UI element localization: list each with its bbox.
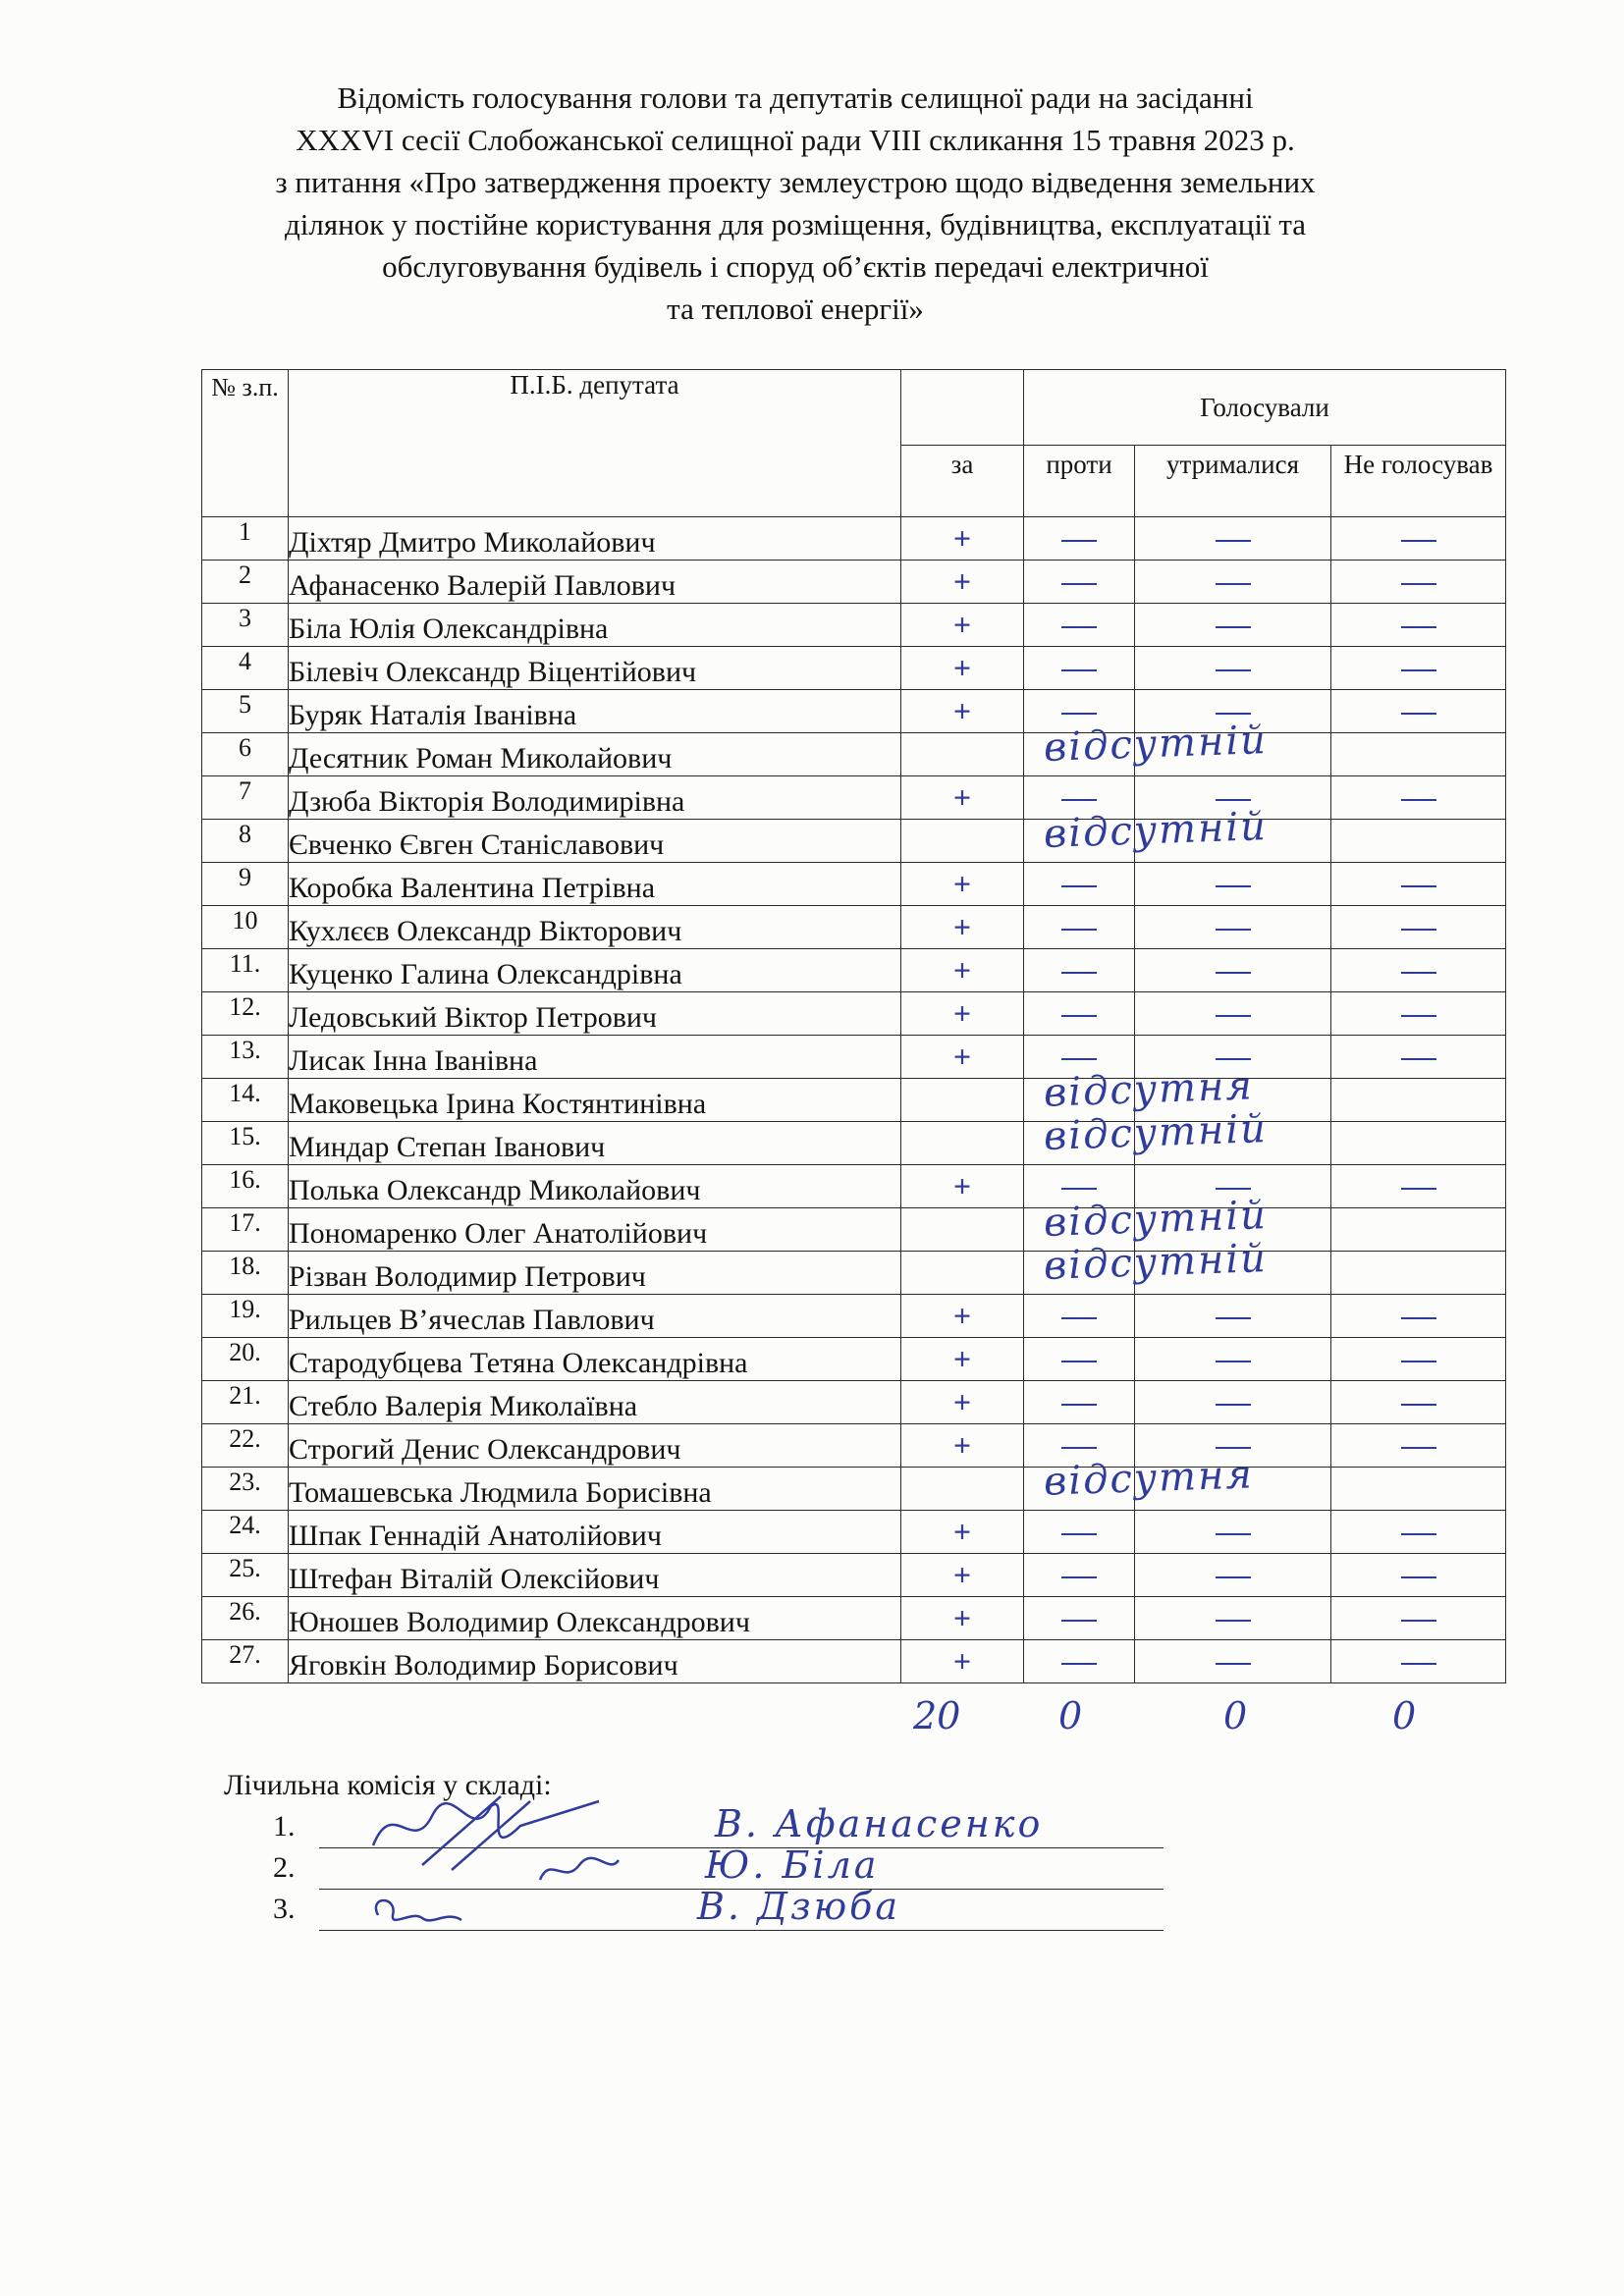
absent-note: відсутній: [1042, 1235, 1269, 1289]
dash-mark: [1216, 1015, 1251, 1017]
dash-mark: [1401, 540, 1436, 542]
vote-mark: +: [952, 995, 972, 1031]
vote-for-cell: [901, 1424, 1024, 1468]
voting-table-body: [202, 517, 1506, 1683]
row-number: 18.: [202, 1252, 289, 1295]
deputy-name: Яговкін Володимир Борисович: [289, 1640, 901, 1683]
vote-against-cell: [1024, 992, 1135, 1036]
deputy-name: Буряк Наталія Іванівна: [289, 690, 901, 733]
dash-mark: [1061, 626, 1097, 628]
vote-for-cell: [901, 1511, 1024, 1554]
vote-for-cell: [901, 1640, 1024, 1683]
dash-mark: [1216, 1361, 1251, 1362]
deputy-name: Строгий Денис Олександрович: [289, 1424, 901, 1468]
vote-not-voted-cell: [1331, 1554, 1506, 1597]
row-number: 4: [202, 647, 289, 690]
table-row: [202, 1252, 1506, 1295]
absent-note: відсутній: [1042, 717, 1269, 771]
dash-mark: [1061, 540, 1097, 542]
signature-scribble: [530, 1845, 628, 1895]
row-number: 5: [202, 690, 289, 733]
row-number: 19.: [202, 1295, 289, 1338]
dash-mark: [1061, 669, 1097, 671]
row-number: 13.: [202, 1036, 289, 1079]
commission-member-name: В. Дзюба: [697, 1885, 901, 1928]
row-number: 22.: [202, 1424, 289, 1468]
dash-mark: [1401, 1404, 1436, 1406]
row-number: 7: [202, 776, 289, 820]
vote-for-cell: [901, 604, 1024, 647]
title-line: з питання «Про затвердження проекту землеустрою щодо відведення земельних: [275, 165, 1316, 199]
table-row: [202, 1381, 1506, 1424]
dash-mark: [1061, 1188, 1097, 1190]
dash-mark: [1216, 1620, 1251, 1622]
table-row: [202, 604, 1506, 647]
dash-mark: [1216, 799, 1251, 801]
dash-mark: [1401, 1317, 1436, 1319]
table-row: [202, 1424, 1506, 1468]
deputy-name: Афанасенко Валерій Павлович: [289, 561, 901, 604]
vote-not-voted-cell: [1331, 906, 1506, 949]
dash-mark: [1216, 972, 1251, 974]
dash-mark: [1216, 885, 1251, 887]
row-number: 16.: [202, 1165, 289, 1208]
row-number: 12.: [202, 992, 289, 1036]
vote-against-cell: [1024, 647, 1135, 690]
dash-mark: [1216, 1447, 1251, 1449]
vote-for-cell: [901, 1468, 1024, 1511]
dash-mark: [1401, 1620, 1436, 1622]
dash-mark: [1061, 1058, 1097, 1060]
dash-mark: [1216, 1663, 1251, 1665]
vote-for-cell: [901, 690, 1024, 733]
vote-not-voted-cell: [1331, 604, 1506, 647]
vote-abstained-cell: [1135, 863, 1331, 906]
title-line: ділянок у постійне користування для розміщення, будівництва, експлуатації та: [284, 207, 1307, 241]
dash-mark: [1401, 1058, 1436, 1060]
row-number: 1: [202, 517, 289, 561]
voting-table: [201, 369, 1506, 1683]
vote-not-voted-cell: [1331, 1381, 1506, 1424]
table-row: [202, 561, 1506, 604]
table-row: [202, 1165, 1506, 1208]
dash-mark: [1401, 583, 1436, 585]
dash-mark: [1061, 799, 1097, 801]
vote-mark: +: [952, 1514, 972, 1549]
total-not-voted: 0: [1392, 1694, 1417, 1737]
vote-abstained-cell: [1135, 1597, 1331, 1640]
title-line: обслуговування будівель і споруд об’єктів передачі електричної: [382, 249, 1209, 284]
vote-for-cell: [901, 1381, 1024, 1424]
table-row: [202, 1640, 1506, 1683]
vote-mark: +: [952, 563, 972, 599]
dash-mark: [1401, 1576, 1436, 1578]
header-voted: Голосували: [1024, 370, 1506, 446]
vote-against-cell: [1024, 1640, 1135, 1683]
vote-for-cell: [901, 820, 1024, 863]
row-number: 17.: [202, 1208, 289, 1252]
deputy-name: Миндар Степан Іванович: [289, 1122, 901, 1165]
vote-not-voted-cell: [1331, 1036, 1506, 1079]
dash-mark: [1061, 1361, 1097, 1362]
deputy-name: Десятник Роман Миколайович: [289, 733, 901, 776]
vote-abstained-cell: [1135, 647, 1331, 690]
vote-mark: +: [952, 952, 972, 988]
total-for: 20: [913, 1694, 961, 1737]
row-number: 2: [202, 561, 289, 604]
dash-mark: [1216, 713, 1251, 715]
deputy-name: Томашевська Людмила Борисівна: [289, 1468, 901, 1511]
dash-mark: [1401, 1015, 1436, 1017]
vote-against-cell: [1024, 906, 1135, 949]
vote-mark: +: [952, 1039, 972, 1074]
table-row: [202, 690, 1506, 733]
vote-against-cell: [1024, 1597, 1135, 1640]
vote-against-cell: [1024, 1554, 1135, 1597]
dash-mark: [1216, 540, 1251, 542]
row-number: 25.: [202, 1554, 289, 1597]
vote-mark: +: [952, 1600, 972, 1635]
deputy-name: Полька Олександр Миколайович: [289, 1165, 901, 1208]
vote-mark: +: [952, 1168, 972, 1203]
table-row: [202, 1511, 1506, 1554]
vote-not-voted-cell: [1331, 1122, 1506, 1165]
dash-mark: [1061, 1533, 1097, 1535]
commission-heading: Лічильна комісія у складі:: [224, 1769, 552, 1801]
vote-not-voted-cell: [1331, 863, 1506, 906]
row-number: 6: [202, 733, 289, 776]
vote-for-cell: [901, 949, 1024, 992]
total-against: 0: [1058, 1694, 1083, 1737]
deputy-name: Різван Володимир Петрович: [289, 1252, 901, 1295]
dash-mark: [1061, 713, 1097, 715]
vote-for-cell: [901, 1597, 1024, 1640]
vote-for-cell: [901, 517, 1024, 561]
table-row: [202, 1036, 1506, 1079]
absent-note: відсутній: [1042, 1105, 1269, 1159]
title-line: та теплової енергії»: [667, 292, 924, 326]
vote-not-voted-cell: [1331, 949, 1506, 992]
total-abstained: 0: [1223, 1694, 1248, 1737]
table-row: [202, 1338, 1506, 1381]
vote-not-voted-cell: [1331, 820, 1506, 863]
header-for: за: [901, 446, 1024, 517]
document-title: [147, 77, 1443, 330]
vote-abstained-cell: [1135, 1554, 1331, 1597]
vote-for-cell: [901, 1338, 1024, 1381]
vote-for-cell: [901, 863, 1024, 906]
dash-mark: [1401, 1361, 1436, 1362]
vote-not-voted-cell: [1331, 690, 1506, 733]
commission-member-number: 2.: [273, 1851, 296, 1884]
table-row: [202, 1079, 1506, 1122]
vote-not-voted-cell: [1331, 1468, 1506, 1511]
deputy-name: Маковецька Ірина Костянтинівна: [289, 1079, 901, 1122]
commission-member-name: В. Афанасенко: [715, 1802, 1044, 1845]
vote-mark: +: [952, 693, 972, 728]
table-row: [202, 906, 1506, 949]
vote-not-voted-cell: [1331, 733, 1506, 776]
dash-mark: [1061, 583, 1097, 585]
deputy-name: Рильцев В’ячеслав Павлович: [289, 1295, 901, 1338]
vote-not-voted-cell: [1331, 1252, 1506, 1295]
table-row: [202, 863, 1506, 906]
dash-mark: [1061, 1663, 1097, 1665]
row-number: 10: [202, 906, 289, 949]
vote-abstained-cell: [1135, 992, 1331, 1036]
table-row: [202, 517, 1506, 561]
dash-mark: [1401, 929, 1436, 931]
vote-mark: +: [952, 1427, 972, 1463]
vote-for-cell: [901, 1122, 1024, 1165]
header-blank: [901, 370, 1024, 446]
table-row: [202, 1597, 1506, 1640]
deputy-name: Коробка Валентина Петрівна: [289, 863, 901, 906]
row-number: 23.: [202, 1468, 289, 1511]
vote-for-cell: [901, 1165, 1024, 1208]
vote-for-cell: [901, 647, 1024, 690]
table-row: [202, 1468, 1506, 1511]
vote-against-cell: [1024, 604, 1135, 647]
vote-against-cell: [1024, 1338, 1135, 1381]
dash-mark: [1061, 1576, 1097, 1578]
row-number: 3: [202, 604, 289, 647]
deputy-name: Куценко Галина Олександрівна: [289, 949, 901, 992]
dash-mark: [1216, 1404, 1251, 1406]
vote-against-cell: [1024, 561, 1135, 604]
dash-mark: [1061, 929, 1097, 931]
deputy-name: Штефан Віталій Олексійович: [289, 1554, 901, 1597]
row-number: 11.: [202, 949, 289, 992]
dash-mark: [1061, 1015, 1097, 1017]
vote-for-cell: [901, 992, 1024, 1036]
table-row: [202, 949, 1506, 992]
vote-against-cell: [1024, 949, 1135, 992]
table-row: [202, 733, 1506, 776]
dash-mark: [1216, 1317, 1251, 1319]
deputy-name: Дзюба Вікторія Володимирівна: [289, 776, 901, 820]
vote-not-voted-cell: [1331, 1424, 1506, 1468]
vote-mark: +: [952, 650, 972, 685]
header-name: П.І.Б. депутата: [289, 370, 901, 517]
commission-member-number: 1.: [273, 1810, 296, 1842]
vote-for-cell: [901, 1036, 1024, 1079]
commission-member-number: 3.: [273, 1893, 296, 1925]
dash-mark: [1216, 626, 1251, 628]
row-number: 27.: [202, 1640, 289, 1683]
dash-mark: [1401, 799, 1436, 801]
absent-note: відсутня: [1042, 1451, 1255, 1505]
vote-not-voted-cell: [1331, 517, 1506, 561]
dash-mark: [1216, 1576, 1251, 1578]
vote-abstained-cell: [1135, 1338, 1331, 1381]
deputy-name: Ледовський Віктор Петрович: [289, 992, 901, 1036]
vote-for-cell: [901, 1252, 1024, 1295]
dash-mark: [1401, 1663, 1436, 1665]
deputy-name: Біла Юлія Олександрівна: [289, 604, 901, 647]
header-number: № з.п.: [202, 370, 289, 517]
vote-for-cell: [901, 776, 1024, 820]
deputy-name: Стебло Валерія Миколаївна: [289, 1381, 901, 1424]
vote-not-voted-cell: [1331, 647, 1506, 690]
vote-mark: +: [952, 607, 972, 642]
vote-against-cell: [1024, 1295, 1135, 1338]
row-number: 24.: [202, 1511, 289, 1554]
vote-not-voted-cell: [1331, 1079, 1506, 1122]
row-number: 15.: [202, 1122, 289, 1165]
dash-mark: [1401, 885, 1436, 887]
deputy-name: Діхтяр Дмитро Миколайович: [289, 517, 901, 561]
absent-note: відсутня: [1042, 1062, 1255, 1116]
table-row: [202, 647, 1506, 690]
vote-for-cell: [901, 561, 1024, 604]
title-line: XXXVI сесії Слобожанської селищної ради VIII скликання 15 травня 2023 р.: [296, 123, 1295, 157]
vote-for-cell: [901, 1295, 1024, 1338]
vote-for-cell: [901, 1079, 1024, 1122]
dash-mark: [1216, 669, 1251, 671]
vote-not-voted-cell: [1331, 1338, 1506, 1381]
table-row: [202, 1554, 1506, 1597]
vote-mark: +: [952, 866, 972, 901]
vote-abstained-cell: [1135, 1381, 1331, 1424]
vote-mark: +: [952, 1298, 972, 1333]
dash-mark: [1061, 1447, 1097, 1449]
dash-mark: [1216, 1188, 1251, 1190]
dash-mark: [1216, 1058, 1251, 1060]
totals-row: [0, 1694, 1624, 1737]
dash-mark: [1401, 626, 1436, 628]
deputy-name: Євченко Євген Станіславович: [289, 820, 901, 863]
dash-mark: [1061, 1404, 1097, 1406]
vote-mark: +: [952, 1341, 972, 1376]
dash-mark: [1061, 972, 1097, 974]
absent-note: відсутній: [1042, 803, 1269, 857]
table-row: [202, 776, 1506, 820]
dash-mark: [1216, 929, 1251, 931]
vote-mark: +: [952, 1557, 972, 1592]
vote-abstained-cell: [1135, 1640, 1331, 1683]
deputy-name: Шпак Геннадій Анатолійович: [289, 1511, 901, 1554]
vote-not-voted-cell: [1331, 1640, 1506, 1683]
row-number: 26.: [202, 1597, 289, 1640]
vote-mark: +: [952, 779, 972, 815]
header-abstained: утрималися: [1135, 446, 1331, 517]
dash-mark: [1401, 1188, 1436, 1190]
dash-mark: [1401, 1533, 1436, 1535]
dash-mark: [1401, 1447, 1436, 1449]
dash-mark: [1061, 1620, 1097, 1622]
vote-mark: +: [952, 909, 972, 944]
deputy-name: Кухлєєв Олександр Вікторович: [289, 906, 901, 949]
deputy-name: Юношев Володимир Олександрович: [289, 1597, 901, 1640]
dash-mark: [1216, 1533, 1251, 1535]
vote-not-voted-cell: [1331, 1295, 1506, 1338]
vote-not-voted-cell: [1331, 992, 1506, 1036]
row-number: 20.: [202, 1338, 289, 1381]
vote-against-cell: [1024, 1381, 1135, 1424]
vote-mark: +: [952, 1643, 972, 1679]
vote-mark: +: [952, 1384, 972, 1419]
absent-note: відсутній: [1042, 1192, 1269, 1246]
row-number: 21.: [202, 1381, 289, 1424]
vote-abstained-cell: [1135, 949, 1331, 992]
vote-abstained-cell: [1135, 561, 1331, 604]
vote-abstained-cell: [1135, 604, 1331, 647]
dash-mark: [1401, 972, 1436, 974]
vote-for-cell: [901, 733, 1024, 776]
vote-not-voted-cell: [1331, 776, 1506, 820]
header-not-voted: Не голосував: [1331, 446, 1506, 517]
vote-not-voted-cell: [1331, 561, 1506, 604]
header-against: проти: [1024, 446, 1135, 517]
table-row: [202, 992, 1506, 1036]
table-row: [202, 1122, 1506, 1165]
vote-not-voted-cell: [1331, 1208, 1506, 1252]
title-line: Відомість голосування голови та депутатів селищної ради на засіданні: [337, 80, 1254, 115]
vote-against-cell: [1024, 863, 1135, 906]
dash-mark: [1401, 713, 1436, 715]
dash-mark: [1061, 1317, 1097, 1319]
deputy-name: Пономаренко Олег Анатолійович: [289, 1208, 901, 1252]
vote-abstained-cell: [1135, 1295, 1331, 1338]
deputy-name: Білевіч Олександр Віцентійович: [289, 647, 901, 690]
vote-not-voted-cell: [1331, 1165, 1506, 1208]
vote-abstained-cell: [1135, 906, 1331, 949]
vote-for-cell: [901, 1208, 1024, 1252]
vote-abstained-cell: [1135, 1511, 1331, 1554]
row-number: 14.: [202, 1079, 289, 1122]
vote-mark: +: [952, 520, 972, 556]
vote-against-cell: [1024, 1511, 1135, 1554]
row-number: 9: [202, 863, 289, 906]
table-row: [202, 1295, 1506, 1338]
dash-mark: [1061, 885, 1097, 887]
vote-for-cell: [901, 906, 1024, 949]
vote-for-cell: [901, 1554, 1024, 1597]
row-number: 8: [202, 820, 289, 863]
table-row: [202, 1208, 1506, 1252]
deputy-name: Стародубцева Тетяна Олександрівна: [289, 1338, 901, 1381]
signature-scribble: [363, 1891, 471, 1934]
table-row: [202, 820, 1506, 863]
deputy-name: Лисак Інна Іванівна: [289, 1036, 901, 1079]
dash-mark: [1401, 669, 1436, 671]
vote-abstained-cell: [1135, 517, 1331, 561]
dash-mark: [1216, 583, 1251, 585]
vote-against-cell: [1024, 517, 1135, 561]
vote-not-voted-cell: [1331, 1511, 1506, 1554]
vote-not-voted-cell: [1331, 1597, 1506, 1640]
commission-member-name: Ю. Біла: [705, 1843, 880, 1887]
